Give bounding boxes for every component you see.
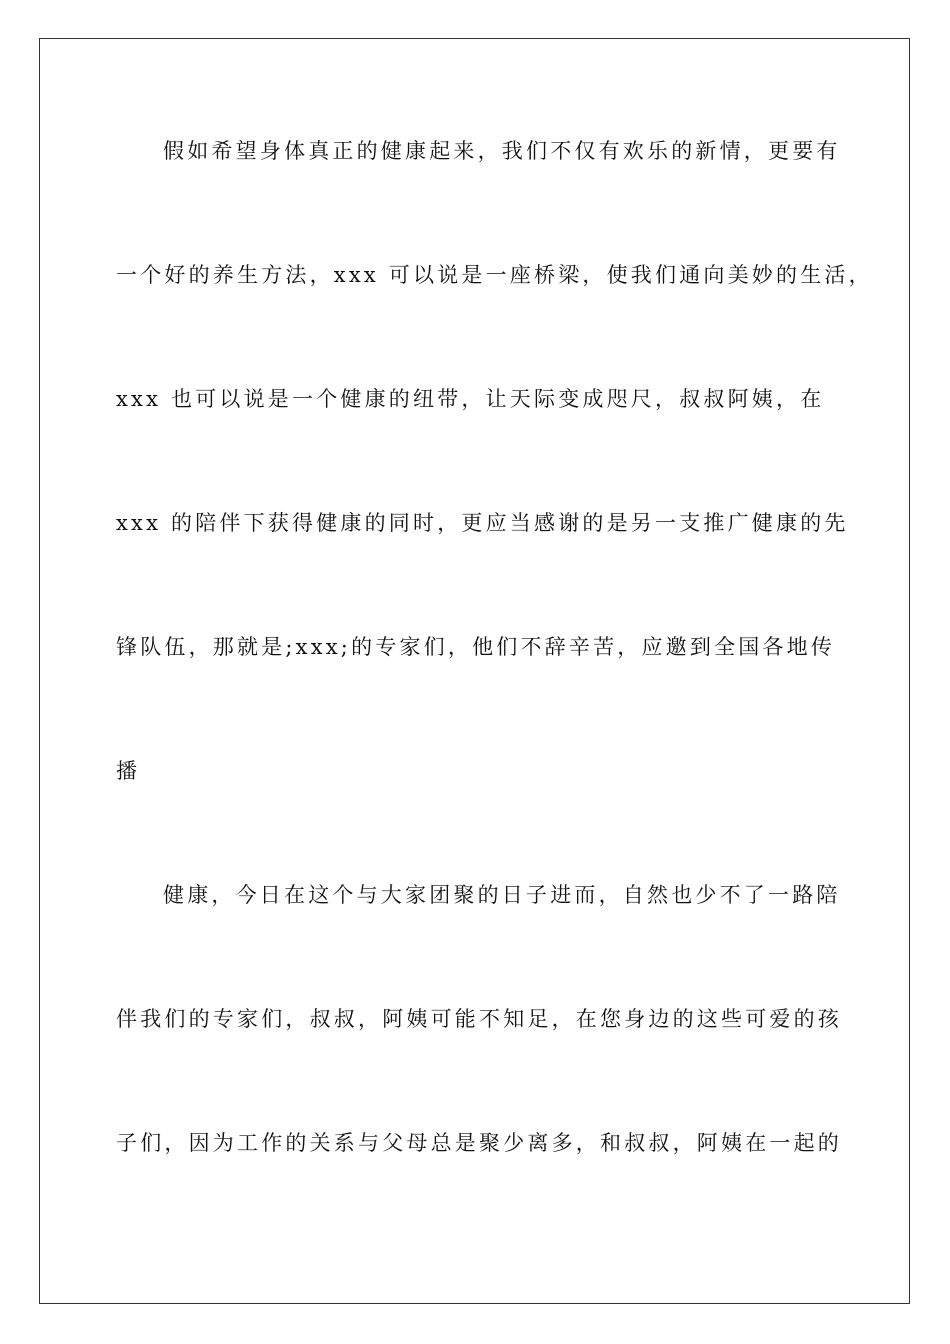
text-line-6: 播 <box>116 759 141 783</box>
text-line-2: 一个好的养生方法，xxx 可以说是一座桥梁，使我们通向美妙的生活， <box>116 263 873 287</box>
text-line-4: xxx 的陪伴下获得健康的同时，更应当感谢的是另一支推广健康的先 <box>116 511 849 535</box>
text-line-9: 子们，因为工作的关系与父母总是聚少离多，和叔叔，阿姨在一起的 <box>116 1131 842 1155</box>
text-line-3: xxx 也可以说是一个健康的纽带，让天际变成咫尺，叔叔阿姨，在 <box>116 387 825 411</box>
page-border <box>39 38 910 1304</box>
text-line-7: 健康，今日在这个与大家团聚的日子进而，自然也少不了一路陪 <box>163 883 841 907</box>
text-line-5: 锋队伍，那就是;xxx;的专家们，他们不辞辛苦，应邀到全国各地传 <box>116 635 836 659</box>
text-line-8: 伴我们的专家们，叔叔，阿姨可能不知足，在您身边的这些可爱的孩 <box>116 1007 842 1031</box>
text-line-1: 假如希望身体真正的健康起来，我们不仅有欢乐的新情，更要有 <box>163 139 841 163</box>
